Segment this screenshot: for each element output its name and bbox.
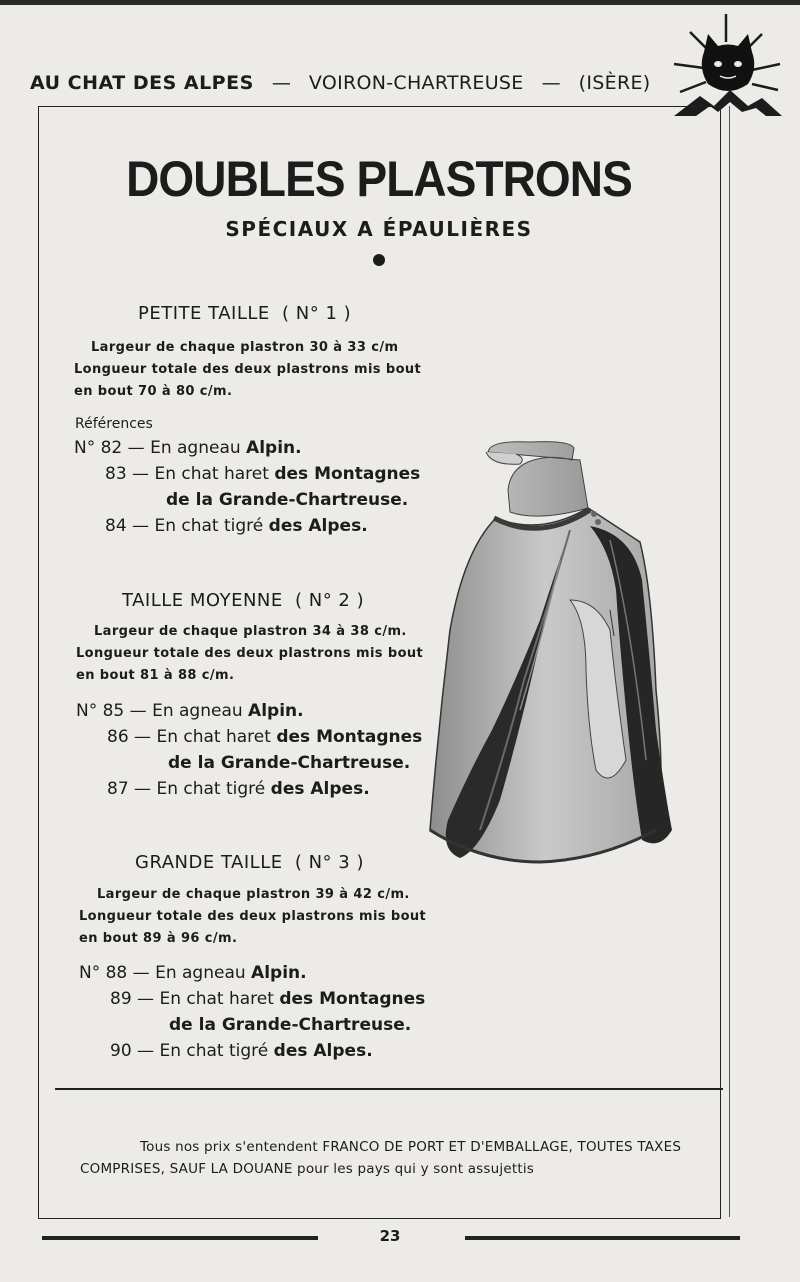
size-dimensions <box>79 884 437 950</box>
reference-number: 87 <box>107 779 129 799</box>
reference-dash: — <box>134 779 152 799</box>
reference-item <box>74 461 420 487</box>
page-number: 23 <box>379 1227 401 1245</box>
reference-origin: Alpin. <box>251 963 307 983</box>
reference-number: 84 <box>105 516 127 536</box>
reference-material: En chat tigré <box>154 516 264 536</box>
reference-item <box>79 986 425 1012</box>
reference-number: 83 <box>105 464 127 484</box>
shop-region: (ISÈRE) <box>578 72 651 94</box>
dimension-line: en bout 81 à 88 c/m. <box>76 668 235 683</box>
reference-item <box>76 776 422 802</box>
reference-item <box>76 724 422 750</box>
reference-origin: des Montagnes <box>276 727 423 747</box>
size-number: ( N° 3 ) <box>294 852 364 873</box>
reference-dash: — <box>137 989 155 1009</box>
dimension-line: en bout 89 à 96 c/m. <box>79 931 238 946</box>
reference-origin: des Alpes. <box>270 779 370 799</box>
page-title: DOUBLES PLASTRONS <box>126 151 632 207</box>
pricing-note <box>80 1136 720 1180</box>
dimension-line: Largeur de chaque plastron 39 à 42 c/m. <box>97 887 410 902</box>
pricing-note-line: Tous nos prix s'entendent FRANCO DE PORT ET D'EMBALLAGE, TOUTES TAXES <box>140 1139 682 1155</box>
reference-material: En agneau <box>150 438 241 458</box>
reference-item <box>76 698 422 724</box>
reference-lines <box>74 435 420 539</box>
reference-material: En chat tigré <box>156 779 266 799</box>
reference-material: En agneau <box>152 701 243 721</box>
size-dimensions <box>76 621 434 687</box>
reference-dash: — <box>132 963 150 983</box>
reference-origin: Alpin. <box>248 701 304 721</box>
bullet-dot <box>373 254 385 266</box>
reference-dash: — <box>129 701 147 721</box>
dimension-line: en bout 70 à 80 c/m. <box>74 384 233 399</box>
reference-origin: des Alpes. <box>273 1041 373 1061</box>
frame-edge <box>729 106 730 1217</box>
size-name: PETITE TAILLE <box>138 303 270 324</box>
reference-item <box>76 750 422 776</box>
dimension-line: Longueur totale des deux plastrons mis bout <box>76 646 424 661</box>
reference-dash: — <box>132 464 150 484</box>
size-heading <box>138 303 351 324</box>
reference-number: 89 <box>110 989 132 1009</box>
reference-item <box>79 1012 425 1038</box>
size-dimensions <box>74 337 431 403</box>
shop-name: AU CHAT DES ALPES <box>30 72 254 94</box>
reference-number: N° 85 <box>76 701 125 721</box>
top-edge-bar <box>0 0 800 5</box>
reference-origin: des Montagnes <box>274 464 421 484</box>
fur-chest-plastron-illustration <box>420 430 700 870</box>
size-name: GRANDE TAILLE <box>135 852 283 873</box>
reference-number: 90 <box>110 1041 132 1061</box>
size-name: TAILLE MOYENNE <box>122 590 283 611</box>
header-separator: — <box>271 72 291 94</box>
size-heading <box>135 852 364 873</box>
reference-item <box>74 513 420 539</box>
reference-material: En agneau <box>155 963 246 983</box>
reference-material: En chat haret <box>159 989 274 1009</box>
reference-origin: des Montagnes <box>279 989 426 1009</box>
pricing-note-line: COMPRISES, SAUF LA DOUANE pour les pays qui y sont assujettis <box>80 1161 535 1177</box>
size-heading <box>122 590 364 611</box>
reference-dash: — <box>132 516 150 536</box>
dimension-line: Longueur totale des deux plastrons mis bout <box>79 909 427 924</box>
reference-material: En chat haret <box>154 464 269 484</box>
references-label: Références <box>75 416 153 432</box>
header-separator: — <box>541 72 561 94</box>
dimension-line: Largeur de chaque plastron 34 à 38 c/m. <box>94 624 407 639</box>
reference-origin: de la Grande-Chartreuse. <box>168 753 411 773</box>
reference-item <box>79 1038 425 1064</box>
page-subtitle: SPÉCIAUX A ÉPAULIÈRES <box>225 217 533 241</box>
reference-number: N° 88 <box>79 963 128 983</box>
reference-item <box>74 487 420 513</box>
reference-dash: — <box>137 1041 155 1061</box>
reference-number: 86 <box>107 727 129 747</box>
footer-rule-left <box>42 1236 318 1240</box>
dimension-line: Largeur de chaque plastron 30 à 33 c/m <box>91 340 399 355</box>
dimension-line: Longueur totale des deux plastrons mis bout <box>74 362 422 377</box>
reference-lines <box>76 698 422 802</box>
reference-origin: de la Grande-Chartreuse. <box>166 490 409 510</box>
section-divider <box>55 1088 723 1090</box>
reference-origin: Alpin. <box>246 438 302 458</box>
reference-origin: des Alpes. <box>268 516 368 536</box>
size-number: ( N° 1 ) <box>282 303 352 324</box>
reference-material: En chat tigré <box>159 1041 269 1061</box>
reference-number: N° 82 <box>74 438 123 458</box>
reference-origin: de la Grande-Chartreuse. <box>169 1015 412 1035</box>
shop-location: VOIRON-CHARTREUSE <box>308 72 524 94</box>
size-number: ( N° 2 ) <box>295 590 365 611</box>
reference-dash: — <box>134 727 152 747</box>
footer-rule-right <box>465 1236 740 1240</box>
catalog-header <box>30 72 650 94</box>
reference-item <box>74 435 420 461</box>
reference-item <box>79 960 425 986</box>
reference-dash: — <box>127 438 145 458</box>
reference-material: En chat haret <box>156 727 271 747</box>
reference-lines <box>79 960 425 1064</box>
